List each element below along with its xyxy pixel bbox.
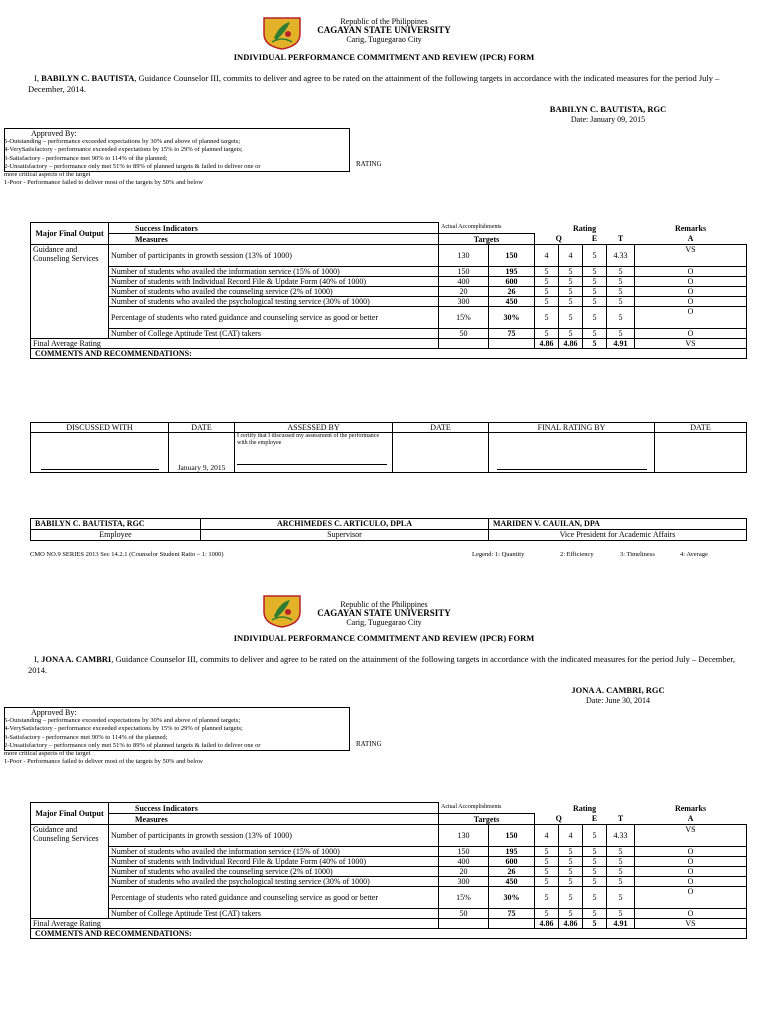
commitment-statement: I, BABILYN C. BAUTISTA, Guidance Counselor III, commits to deliver and agree to be rated on the attainment of the following targets in accordance with the indicated measures for the period July – December, 2014.	[28, 73, 720, 94]
measure-cell: Number of students who availed the counseling service (2% of 1000)	[109, 867, 439, 877]
e-cell: 5	[559, 867, 583, 877]
actual-cell: 600	[489, 277, 535, 287]
header-q: Q	[555, 234, 562, 244]
header-targets: Targets	[439, 814, 535, 825]
remark-cell: O	[635, 909, 747, 919]
actual-cell: 150	[489, 825, 535, 847]
header-targets: Targets	[439, 234, 535, 245]
header-mfo: Major Final Output	[31, 223, 109, 245]
actual-cell: 450	[489, 877, 535, 887]
performance-table	[30, 802, 747, 939]
supervisor-role: Supervisor	[201, 530, 489, 541]
e-cell: 4	[559, 245, 583, 267]
final-q: 4.86	[535, 919, 559, 929]
a-cell: 5	[607, 867, 635, 877]
measure-cell: Number of students who availed the information service (15% of 1000)	[109, 847, 439, 857]
a-cell: 5	[607, 307, 635, 329]
final-a: 4.91	[607, 339, 635, 349]
form-title: INDIVIDUAL PERFORMANCE COMMITMENT AND REVIEW (IPCR) FORM	[233, 52, 535, 62]
measure-cell: Number of students who availed the information service (15% of 1000)	[109, 267, 439, 277]
employee-role: Employee	[31, 530, 201, 541]
remark-cell: O	[635, 297, 747, 307]
scale-box	[4, 138, 350, 172]
a-cell: 5	[607, 877, 635, 887]
supervisor-signatory: ARCHIMEDES C. ARTICULO, DPLA	[201, 519, 489, 530]
q-cell: 5	[535, 909, 559, 919]
rating-label: RATING	[356, 740, 382, 748]
q-cell: 5	[535, 277, 559, 287]
target-cell: 20	[439, 867, 489, 877]
comments-header: COMMENTS AND RECOMMENDATIONS:	[31, 929, 747, 939]
vp-signatory: MARIDEN V. CAUILAN, DPA	[489, 519, 747, 530]
a-cell: 5	[607, 287, 635, 297]
employee-name: BABILYN C. BAUTISTA	[41, 73, 135, 83]
remark-cell: O	[635, 857, 747, 867]
header-actual: Actual Accomplishments	[441, 804, 502, 811]
measure-cell: Number of participants in growth session (13% of 1000)	[109, 245, 439, 267]
header-rating: Rating	[572, 803, 597, 813]
sign-date: Date: June 30, 2014	[586, 696, 650, 705]
sign-date: Date: January 09, 2015	[570, 115, 646, 124]
header-remarks: Remarks	[674, 803, 707, 813]
employee-signer: BABILYN C. BAUTISTA, RGC Date: January 09, 2015	[549, 104, 667, 124]
legend-4: 4: Average	[680, 551, 708, 558]
republic-line: Republic of the Philippines	[340, 17, 428, 26]
signatories-table	[30, 518, 747, 541]
target-cell: 15%	[439, 887, 489, 909]
a-cell: 5	[607, 297, 635, 307]
date-header: DATE	[655, 423, 747, 433]
remark-cell: O	[635, 267, 747, 277]
a-cell: 5	[607, 909, 635, 919]
remark-cell: O	[635, 329, 747, 339]
e-cell: 5	[559, 297, 583, 307]
measure-cell: Number of students with Individual Record File & Update Form (40% of 1000)	[109, 277, 439, 287]
vp-role: Vice President for Academic Affairs	[489, 530, 747, 541]
target-cell: 150	[439, 847, 489, 857]
final-remark: VS	[635, 339, 747, 349]
rating-scale: 5-Outstanding – performance exceeded expectations by 30% and above of planned targets; 4-VerySatisfactory - performance exceeded expectations by 15% to 29% of planned targets; 3-Satisfactory - performance met 90% to 114% of the planned; 2-Unsatisfactory – performance only met 51% to 89% of planned targets & failed to deliver one or more critical aspects of the target 1-Poor - Performance failed to deliver most of the targets by 50% and below	[4, 138, 261, 187]
measure-cell: Number of students who availed the psychological testing service (30% of 1000)	[109, 877, 439, 887]
q-cell: 5	[535, 867, 559, 877]
university-name: CAGAYAN STATE UNIVERSITY	[317, 608, 451, 618]
e-cell: 5	[559, 887, 583, 909]
remark-cell: VS	[635, 825, 747, 847]
republic-line: Republic of the Philippines	[340, 600, 428, 609]
measure-cell: Number of College Aptitude Test (CAT) takers	[109, 909, 439, 919]
header-success-indicators: Success Indicators	[109, 803, 439, 814]
cmo-reference: CMO NO.9 SERIES 2013 Sec 14.2.1 (Counselor Student Ratio – 1: 1000)	[30, 551, 224, 558]
final-e: 4.86	[559, 919, 583, 929]
t-cell: 5	[583, 877, 607, 887]
actual-cell: 450	[489, 297, 535, 307]
target-cell: 50	[439, 329, 489, 339]
a-cell: 5	[607, 847, 635, 857]
target-cell: 150	[439, 267, 489, 277]
t-cell: 5	[583, 857, 607, 867]
a-cell: 5	[607, 267, 635, 277]
actual-cell: 600	[489, 857, 535, 867]
a-cell: 5	[607, 277, 635, 287]
actual-cell: 195	[489, 847, 535, 857]
target-cell: 130	[439, 245, 489, 267]
header-measures: Measures	[109, 814, 439, 825]
e-cell: 5	[559, 857, 583, 867]
target-cell: 130	[439, 825, 489, 847]
q-cell: 5	[535, 887, 559, 909]
e-cell: 5	[559, 847, 583, 857]
e-cell: 5	[559, 287, 583, 297]
header-t: T	[617, 814, 624, 824]
employee-signatory: BABILYN C. BAUTISTA, RGC	[31, 519, 201, 530]
target-cell: 400	[439, 857, 489, 867]
t-cell: 5	[583, 245, 607, 267]
campus-location: Carig, Tuguegarao City	[346, 618, 422, 627]
target-cell: 300	[439, 297, 489, 307]
final-rating-header: FINAL RATING BY	[489, 423, 655, 433]
measure-cell: Percentage of students who rated guidance and counseling service as good or better	[109, 887, 439, 909]
university-name: CAGAYAN STATE UNIVERSITY	[317, 25, 451, 35]
certification-text: I certify that I discussed my assessment of the performance with the employee	[237, 433, 380, 446]
actual-cell: 26	[489, 287, 535, 297]
t-cell: 5	[583, 307, 607, 329]
t-cell: 5	[583, 825, 607, 847]
measure-cell: Percentage of students who rated guidance and counseling service as good or better	[109, 307, 439, 329]
q-cell: 5	[535, 329, 559, 339]
final-remark: VS	[635, 919, 747, 929]
remark-cell: O	[635, 867, 747, 877]
e-cell: 5	[559, 877, 583, 887]
header-q: Q	[555, 814, 562, 824]
a-cell: 5	[607, 329, 635, 339]
q-cell: 5	[535, 297, 559, 307]
target-cell: 400	[439, 277, 489, 287]
measure-cell: Number of students who availed the psychological testing service (30% of 1000)	[109, 297, 439, 307]
legend: Legend: 1: Quantity	[472, 551, 525, 558]
actual-cell: 26	[489, 867, 535, 877]
q-cell: 5	[535, 307, 559, 329]
employee-signer: JONA A. CAMBRI, RGC Date: June 30, 2014	[571, 685, 665, 705]
final-t: 5	[583, 919, 607, 929]
remark-cell: VS	[635, 245, 747, 267]
remark-cell: O	[635, 277, 747, 287]
ipcr-form-2	[0, 580, 768, 1024]
remark-cell: O	[635, 847, 747, 857]
measure-cell: Number of students who availed the counseling service (2% of 1000)	[109, 287, 439, 297]
approved-by: Approved By:	[4, 707, 350, 717]
e-cell: 5	[559, 909, 583, 919]
q-cell: 4	[535, 245, 559, 267]
measure-cell: Number of College Aptitude Test (CAT) takers	[109, 329, 439, 339]
remark-cell: O	[635, 877, 747, 887]
date-header: DATE	[393, 423, 489, 433]
target-cell: 15%	[439, 307, 489, 329]
header-e: E	[591, 814, 598, 824]
assessed-by-header: ASSESSED BY	[235, 423, 393, 433]
final-t: 5	[583, 339, 607, 349]
assessment-table	[30, 422, 747, 473]
target-cell: 20	[439, 287, 489, 297]
header-a: A	[687, 814, 694, 824]
t-cell: 5	[583, 909, 607, 919]
scale-box	[4, 717, 350, 751]
t-cell: 5	[583, 297, 607, 307]
final-average-label: Final Average Rating	[31, 339, 439, 349]
measure-cell: Number of participants in growth session (13% of 1000)	[109, 825, 439, 847]
mfo-cell: Guidance and Counseling Services	[31, 825, 109, 919]
discussed-date: January 9, 2015	[169, 433, 235, 473]
commitment-statement: I, JONA A. CAMBRI, Guidance Counselor III, commits to deliver and agree to be rated on the attainment of the following targets in accordance with the indicated measures for the period July – December, 2014.	[28, 654, 736, 675]
actual-cell: 195	[489, 267, 535, 277]
legend-3: 3: Timeliness	[620, 551, 655, 558]
a-cell: 4.33	[607, 245, 635, 267]
target-cell: 300	[439, 877, 489, 887]
q-cell: 5	[535, 267, 559, 277]
header-t: T	[617, 234, 624, 244]
footer	[30, 551, 746, 558]
form-title: INDIVIDUAL PERFORMANCE COMMITMENT AND REVIEW (IPCR) FORM	[233, 633, 535, 643]
header-success-indicators: Success Indicators	[109, 223, 439, 234]
signature-line	[41, 465, 159, 470]
header-a: A	[687, 234, 694, 244]
header-rating: Rating	[572, 223, 597, 233]
measure-cell: Number of students with Individual Record File & Update Form (40% of 1000)	[109, 857, 439, 867]
e-cell: 5	[559, 329, 583, 339]
actual-cell: 30%	[489, 887, 535, 909]
e-cell: 5	[559, 267, 583, 277]
e-cell: 5	[559, 307, 583, 329]
approved-by: Approved By:	[4, 128, 350, 138]
t-cell: 5	[583, 847, 607, 857]
final-a: 4.91	[607, 919, 635, 929]
date-header: DATE	[169, 423, 235, 433]
header-actual: Actual Accomplishments	[441, 224, 502, 231]
actual-cell: 150	[489, 245, 535, 267]
target-cell: 50	[439, 909, 489, 919]
rating-label: RATING	[356, 160, 382, 168]
t-cell: 5	[583, 887, 607, 909]
q-cell: 5	[535, 287, 559, 297]
final-e: 4.86	[559, 339, 583, 349]
remark-cell: O	[635, 887, 747, 909]
remark-cell: O	[635, 287, 747, 297]
t-cell: 5	[583, 267, 607, 277]
signature-line	[237, 464, 387, 465]
a-cell: 5	[607, 887, 635, 909]
t-cell: 5	[583, 867, 607, 877]
q-cell: 4	[535, 825, 559, 847]
final-average-label: Final Average Rating	[31, 919, 439, 929]
actual-cell: 75	[489, 909, 535, 919]
a-cell: 4.33	[607, 825, 635, 847]
actual-cell: 75	[489, 329, 535, 339]
q-cell: 5	[535, 877, 559, 887]
header-e: E	[591, 234, 598, 244]
employee-name: JONA A. CAMBRI	[41, 654, 112, 664]
e-cell: 4	[559, 825, 583, 847]
q-cell: 5	[535, 847, 559, 857]
header-measures: Measures	[109, 234, 439, 245]
a-cell: 5	[607, 857, 635, 867]
final-q: 4.86	[535, 339, 559, 349]
q-cell: 5	[535, 857, 559, 867]
remark-cell: O	[635, 307, 747, 329]
header-mfo: Major Final Output	[31, 803, 109, 825]
performance-table	[30, 222, 747, 359]
actual-cell: 30%	[489, 307, 535, 329]
t-cell: 5	[583, 329, 607, 339]
discussed-with-header: DISCUSSED WITH	[31, 423, 169, 433]
campus-location: Carig, Tuguegarao City	[346, 35, 422, 44]
e-cell: 5	[559, 277, 583, 287]
t-cell: 5	[583, 277, 607, 287]
rating-scale: 5-Outstanding – performance exceeded expectations by 30% and above of planned targets; 4-VerySatisfactory - performance exceeded expectations by 15% to 29% of planned targets; 3-Satisfactory - performance met 90% to 114% of the planned; 2-Unsatisfactory – performance only met 51% to 89% of planned targets & failed to deliver one or more critical aspects of the target 1-Poor - Performance failed to deliver most of the targets by 50% and below	[4, 717, 261, 766]
signature-line	[497, 465, 647, 470]
mfo-cell: Guidance and Counseling Services	[31, 245, 109, 339]
legend-2: 2: Efficiency	[560, 551, 594, 558]
t-cell: 5	[583, 287, 607, 297]
comments-header: COMMENTS AND RECOMMENDATIONS:	[31, 349, 747, 359]
header-remarks: Remarks	[674, 223, 707, 233]
